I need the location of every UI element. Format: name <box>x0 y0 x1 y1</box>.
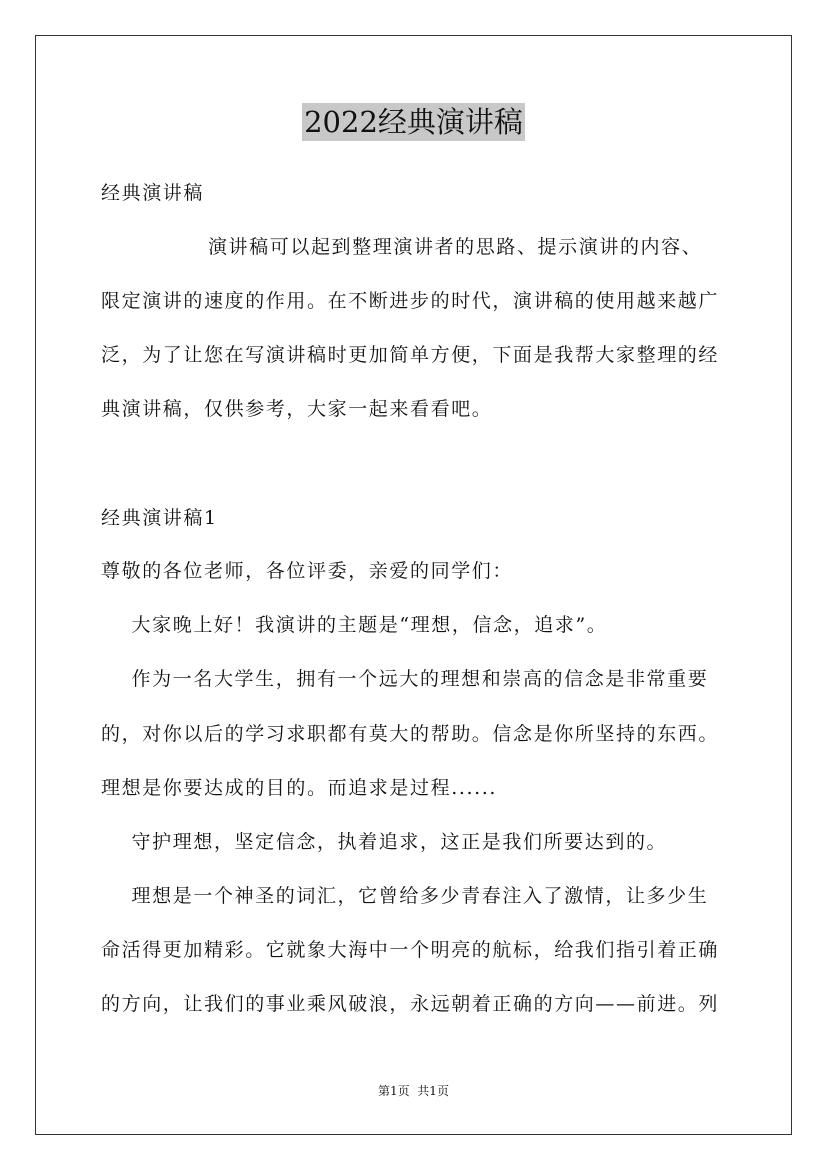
paragraph-line: 作为一名大学生，拥有一个远大的理想和崇高的信念是非常重要 <box>101 668 709 690</box>
page-number: 第1页 共1页 <box>378 1084 449 1098</box>
paragraph-line: 的，对你以后的学习求职都有莫大的帮助。信念是你所坚持的东西。 <box>101 723 720 745</box>
paragraph-line: 限定演讲的速度的作用。在不断进步的时代，演讲稿的使用越来越广 <box>101 290 720 312</box>
document-title: 2022经典演讲稿 <box>304 105 523 139</box>
title-container <box>0 103 827 141</box>
paragraph-line: 大家晚上好！我演讲的主题是“理想，信念，追求”。 <box>101 614 608 636</box>
salutation: 尊敬的各位老师，各位评委，亲爱的同学们： <box>101 560 514 582</box>
page-footer <box>0 1083 827 1099</box>
heading-intro: 经典演讲稿 <box>101 182 205 204</box>
paragraph-line: 演讲稿可以起到整理演讲者的思路、提示演讲的内容、 <box>101 236 703 258</box>
paragraph-line: 的方向，让我们的事业乘风破浪，永远朝着正确的方向——前进。列 <box>101 993 720 1015</box>
paragraph-line: 命活得更加精彩。它就象大海中一个明亮的航标，给我们指引着正确 <box>101 939 720 961</box>
paragraph-line: 守护理想，坚定信念，执着追求，这正是我们所要达到的。 <box>101 831 668 853</box>
section-heading: 经典演讲稿1 <box>101 507 218 529</box>
paragraph-line: 典演讲稿，仅供参考，大家一起来看看吧。 <box>101 398 493 420</box>
paragraph-line: 理想是你要达成的目的。而追求是过程...... <box>101 777 498 799</box>
paragraph-line: 理想是一个神圣的词汇，它曾给多少青春注入了激情，让多少生 <box>101 885 709 907</box>
paragraph-line: 泛，为了让您在写演讲稿时更加简单方便，下面是我帮大家整理的经 <box>101 344 720 366</box>
